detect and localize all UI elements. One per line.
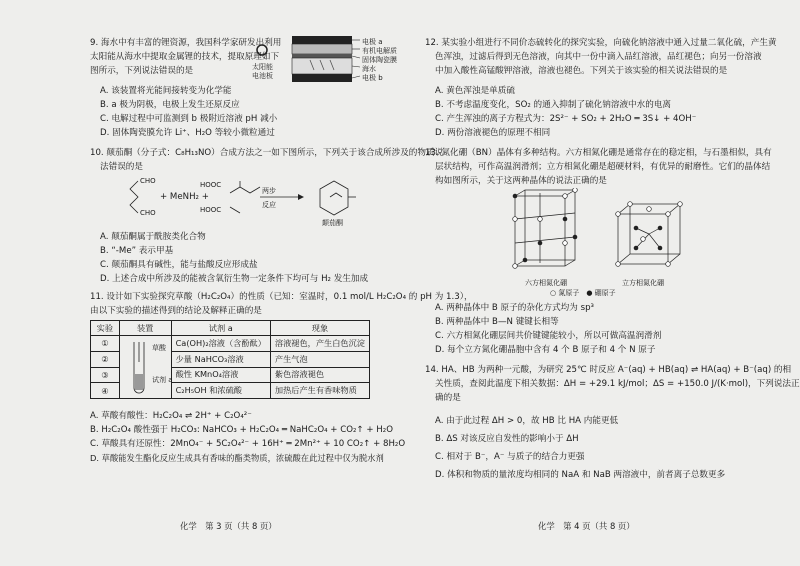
q9-stem-3: 图所示，下列说法错误的是 <box>90 66 194 76</box>
q11-table <box>90 320 370 399</box>
header-device: 装置 <box>119 321 171 336</box>
hooc-bottom: HOOC <box>200 206 222 214</box>
q9-option-c: C. 电解过程中可监测到 b 极附近溶液 pH 减小 <box>100 114 278 124</box>
q14-option-c: C. 相对于 B⁻，A⁻ 与质子的结合力更强 <box>435 452 585 462</box>
q9-stem-2: 太阳能从海水中提取金属锂的技术，提取原理如下 <box>90 52 280 62</box>
q11-stem-2: 由以下实验的描述得到的结论及解释正确的是 <box>90 306 262 316</box>
header-phenomenon: 现象 <box>270 321 369 336</box>
q11-option-a: A. 草酸有酸性：H₂C₂O₄ ⇌ 2H⁺ + C₂O₄²⁻ <box>90 411 252 421</box>
hexagonal-bn-figure <box>505 188 585 276</box>
table-header <box>91 321 370 336</box>
q13-line-2: 层状结构，可作高温润滑剂；立方相氮化硼是超硬材料，有优异的耐磨性。它们的晶体结 <box>435 162 771 172</box>
q10-option-c: C. 颠茄酮具有碱性，能与盐酸反应形成盐 <box>100 260 258 270</box>
table-row: ② 少量 NaHCO₃溶液 产生气泡 <box>91 351 370 367</box>
q14-line-2: 关性质，查阅此温度下相关数据：ΔH = +29.1 kJ/mol；ΔS = +150.0 J/(K·mol)，下列说法正 <box>435 379 800 389</box>
q12-option-c: C. 产生浑浊的离子方程式为：2S²⁻ + SO₂ + 2H₂O ═ 3S↓ + 4OH⁻ <box>435 114 697 124</box>
q13-option-d: D. 每个立方氮化硼晶胞中含有 4 个 B 原子和 4 个 N 原子 <box>435 345 656 355</box>
q14-option-a: A. 由于此过程 ΔH > 0，故 HB 比 HA 内能更低 <box>435 416 619 426</box>
q12-line-2: 色浑浊，过滤后得到无色溶液，向其中一份中滴入品红溶液，品红褪色；向另一份溶液 <box>435 52 762 62</box>
cho-bottom: CHO <box>140 209 156 217</box>
product-label: 颠茄酮 <box>322 219 343 227</box>
caption-cubic: 立方相氮化硼 <box>622 279 664 287</box>
q10-stem-1: 10. 颠茄酮（分子式：C₈H₁₃NO）合成方法之一如下图所示，下列关于该合成所涉及的物质说 <box>90 148 444 158</box>
q12-line-3: 中加入酸性高锰酸钾溶液，溶液也褪色。下列关于该实验的相关说法错误的是 <box>435 66 728 76</box>
q11-option-d: D. 草酸能发生酯化反应生成具有香味的酯类物质，浓硫酸在此过程中仅为脱水剂 <box>90 453 384 463</box>
q9-stem-1: 9. 海水中有丰富的锂资源，我国科学家研发出利用 <box>90 38 282 48</box>
header-reagent: 试剂 a <box>171 321 270 336</box>
q13-line-3: 构如图所示，关于这两种晶体的说法正确的是 <box>435 176 607 186</box>
q13-option-c: C. 六方相氮化硼层间共价键键能较小，所以可做高温润滑剂 <box>435 331 662 341</box>
q11-option-b: B. H₂C₂O₄ 酸性强于 H₂CO₃: NaHCO₃ + H₂C₂O₄ ═ NaHC₂O₄ + CO₂↑ + H₂O <box>90 425 393 435</box>
q12-option-b: B. 不考虑温度变化，SO₂ 的通入抑制了硫化钠溶液中水的电离 <box>435 100 672 110</box>
q11-option-c: C. 草酸具有还原性：2MnO₄⁻ + 5C₂O₄²⁻ + 16H⁺ ═ 2Mn²⁺ + 10 CO₂↑ + 8H₂O <box>90 439 406 449</box>
hooc-top: HOOC <box>200 181 222 189</box>
label-electrode-a: 电极 a <box>362 38 383 46</box>
scheme-plus: + MeNH₂ + <box>160 192 209 202</box>
label-electrode-b: 电极 b <box>362 74 383 82</box>
device-label-reagent: 试剂 a <box>152 376 173 384</box>
table-row: ④ C₂H₅OH 和浓硫酸 加热后产生有香味物质 <box>91 383 370 399</box>
q12-line-1: 12. 某实验小组进行不同价态硫转化的探究实验，向硫化钠溶液中通入过量二氧化硫，产生黄 <box>425 38 777 48</box>
q9-option-b: B. a 极为阴极，电极上发生还原反应 <box>100 100 240 110</box>
q12-option-a: A. 黄色浑浊是单质硫 <box>435 86 515 96</box>
q13-option-a: A. 两种晶体中 B 原子的杂化方式均为 sp³ <box>435 303 594 313</box>
q14-option-d: D. 体积和物质的量浓度均相同的 NaA 和 NaB 两溶液中，前者离子总数更多 <box>435 470 726 480</box>
right-footer: 化学 第 4 页（共 8 页） <box>538 521 635 531</box>
table-row: ③ 酸性 KMnO₄溶液 紫色溶液褪色 <box>91 367 370 383</box>
label-ceramic-membrane: 固体陶瓷膜 <box>362 56 397 64</box>
right-page <box>400 0 800 566</box>
q10-option-b: B. “-Me” 表示甲基 <box>100 246 174 256</box>
label-solar-1: 太阳能 <box>252 63 273 71</box>
header-experiment: 实验 <box>91 321 120 336</box>
label-seawater: 海水 <box>362 65 376 73</box>
q10-option-a: A. 颠茄酮属于酰胺类化合物 <box>100 232 206 242</box>
atom-legend: ○ 氮原子 ● 硼原子 <box>550 289 616 297</box>
left-footer: 化学 第 3 页（共 8 页） <box>180 521 277 531</box>
label-organic-electrolyte: 有机电解质 <box>362 47 397 55</box>
q10-stem-2: 法错误的是 <box>100 162 143 172</box>
caption-hexagonal: 六方相氮化硼 <box>525 279 567 287</box>
label-solar-2: 电池板 <box>252 72 273 80</box>
q14-option-b: B. ΔS 对该反应自发性的影响小于 ΔH <box>435 434 579 444</box>
q9-option-d: D. 固体陶瓷膜允许 Li⁺、H₂O 等较小微粒通过 <box>100 128 275 138</box>
q14-line-3: 确的是 <box>435 393 461 403</box>
cubic-bn-figure <box>610 200 690 276</box>
arrow-top-label: 两步 <box>262 187 276 195</box>
q13-line-1: 13. 氮化硼（BN）晶体有多种结构。六方相氮化硼是通常存在的稳定相，与石墨相似，具有 <box>425 148 772 158</box>
q14-line-1: 14. HA、HB 为两种一元酸，为研究 25℃ 时反应 A⁻(aq) + HB(aq) ⇌ HA(aq) + B⁻(aq) 的相 <box>425 365 792 375</box>
q10-option-d: D. 上述合成中所涉及的能被含氧衍生物一定条件下均可与 H₂ 发生加成 <box>100 274 369 284</box>
device-label-oxalic: 草酸 <box>152 344 166 352</box>
q9-option-a: A. 该装置将光能间接转变为化学能 <box>100 86 232 96</box>
q11-stem-1: 11. 设计如下实验探究草酸（H₂C₂O₄）的性质（已知：室温时，0.1 mol/L H₂C₂O₄ 的 pH 为 1.3）， <box>90 292 473 302</box>
cho-top: CHO <box>140 177 156 185</box>
table-row: ① Ca(OH)₂溶液（含酚酞） 溶液褪色，产生白色沉淀 <box>91 336 370 352</box>
arrow-bottom-label: 反应 <box>262 201 276 209</box>
q13-option-b: B. 两种晶体中 B—N 键键长相等 <box>435 317 559 327</box>
q12-option-d: D. 两份溶液褪色的原理不相同 <box>435 128 551 138</box>
